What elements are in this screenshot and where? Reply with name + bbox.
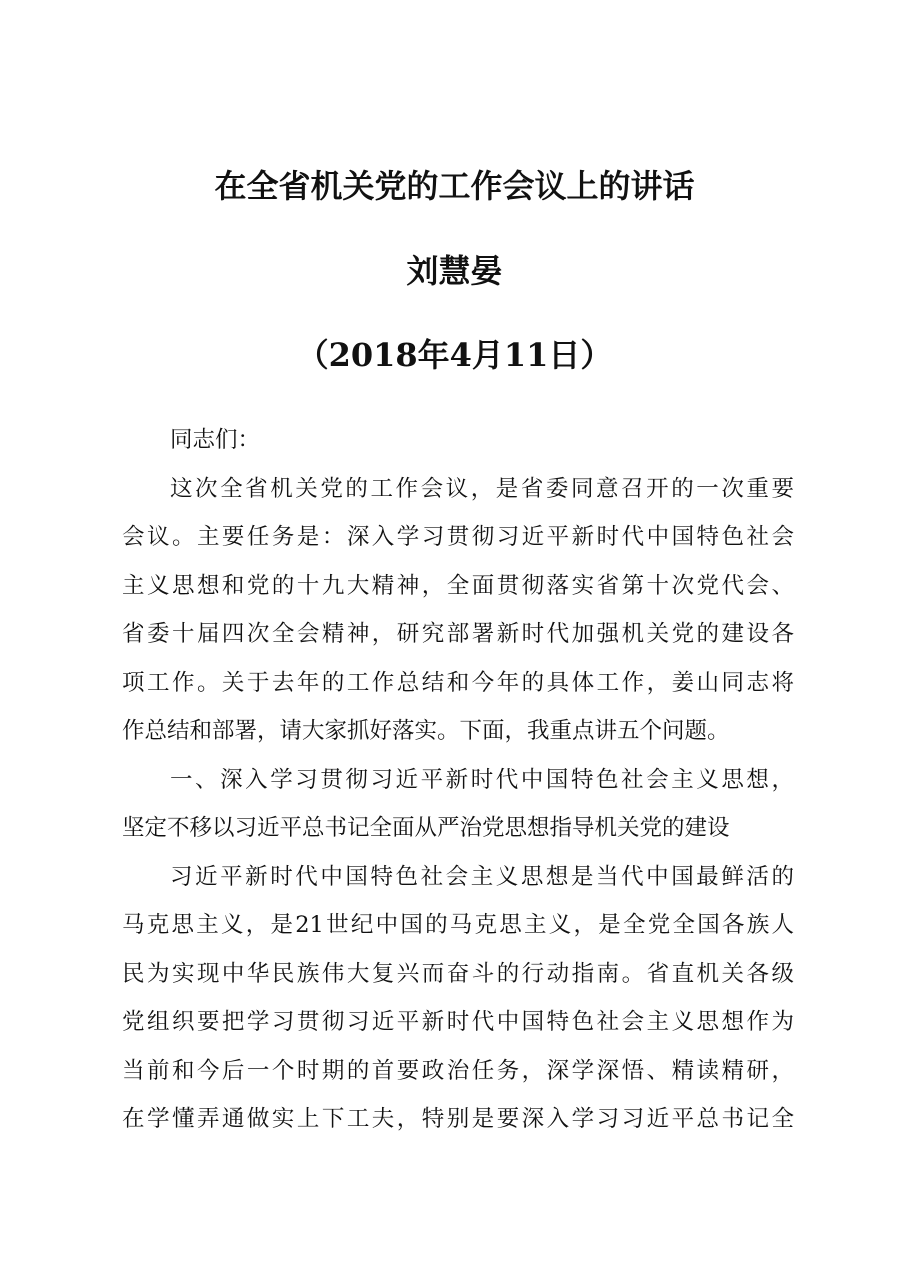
section-heading-line: 坚定不移以习近平总书记全面从严治党思想指导机关党的建设 xyxy=(122,815,730,841)
paragraph-line: 会议。主要任务是：深入学习贯彻习近平新时代中国特色社会 xyxy=(122,524,794,550)
paragraph-line: 民为实现中华民族伟大复兴而奋斗的行动指南。省直机关各级 xyxy=(122,960,794,987)
paragraph-line: 马克思主义，是21世纪中国的马克思主义，是全党全国各族人 xyxy=(122,912,794,938)
paragraph-line: 习近平新时代中国特色社会主义思想是当代中国最鲜活的 xyxy=(170,863,794,890)
paragraph-line: 在学懂弄通做实上下工夫，特别是要深入学习习近平总书记全 xyxy=(122,1106,794,1132)
paragraph-line: 当前和今后一个时期的首要政治任务，深学深悟、精读精研， xyxy=(122,1057,794,1084)
document-author: 刘慧晏 xyxy=(406,252,503,290)
document-date: （2018年4月11日） xyxy=(296,336,613,374)
paragraph-line: 主义思想和党的十九大精神，全面贯彻落实省第十次党代会、 xyxy=(122,572,794,599)
paragraph-line: 项工作。关于去年的工作总结和今年的具体工作，姜山同志将 xyxy=(122,669,794,696)
paragraph-line: 党组织要把学习贯彻习近平新时代中国特色社会主义思想作为 xyxy=(122,1009,794,1035)
paragraph-line: 省委十届四次全会精神，研究部署新时代加强机关党的建设各 xyxy=(122,621,794,647)
salutation: 同志们： xyxy=(170,427,261,453)
paragraph-line: 作总结和部署，请大家抓好落实。下面，我重点讲五个问题。 xyxy=(122,718,730,744)
document-body xyxy=(122,416,794,1144)
section-heading-line: 一、深入学习贯彻习近平新时代中国特色社会主义思想， xyxy=(170,766,794,793)
paragraph-line: 这次全省机关党的工作会议，是省委同意召开的一次重要 xyxy=(170,475,794,502)
document-title: 在全省机关党的工作会议上的讲话 xyxy=(214,167,695,205)
